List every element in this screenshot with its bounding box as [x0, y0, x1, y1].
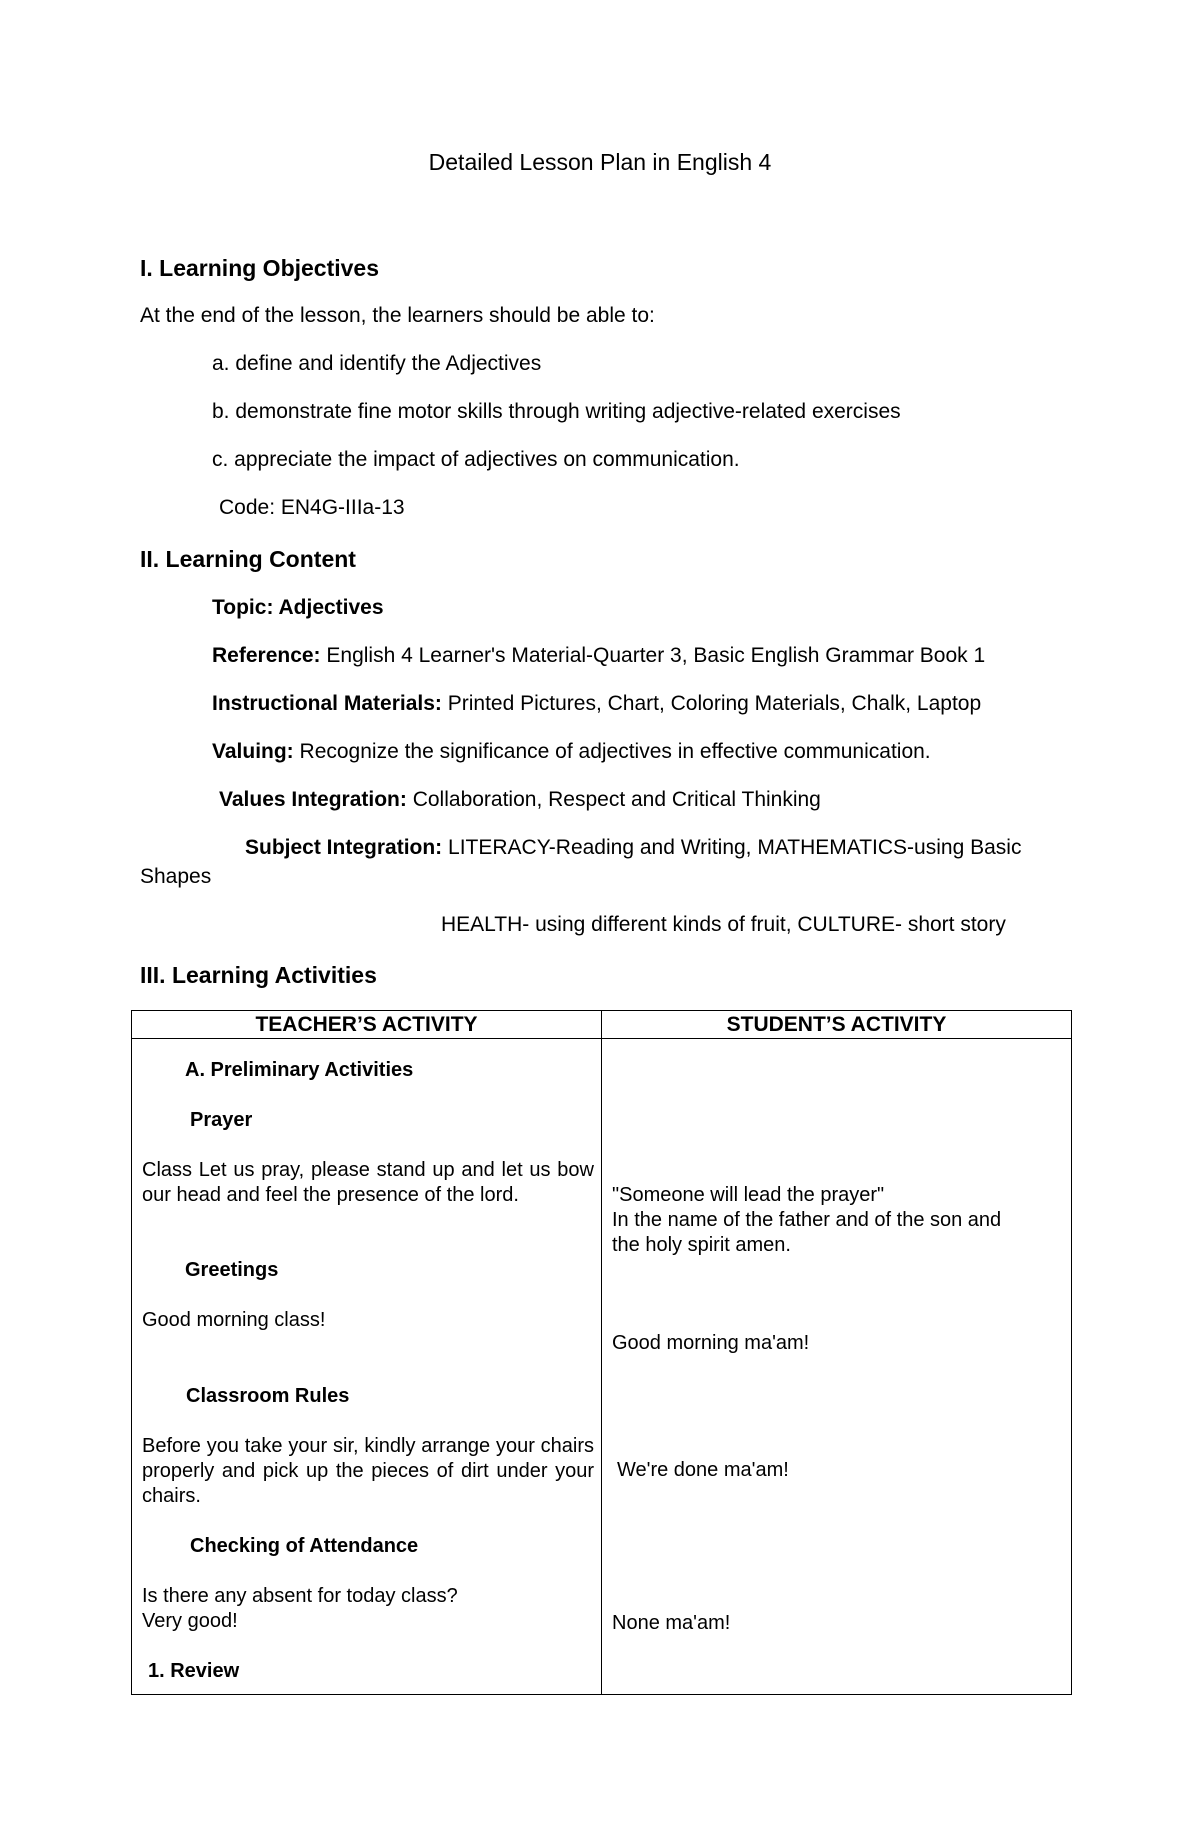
subject-integration — [245, 836, 1021, 860]
topic: Topic: Adjectives — [212, 596, 384, 619]
values-value: Collaboration, Respect and Critical Thinking — [406, 788, 821, 811]
teacher-activity-cell — [132, 1039, 602, 1695]
materials-value: Printed Pictures, Chart, Coloring Materials, Chalk, Laptop — [441, 692, 982, 715]
subject-integration-line2: HEALTH- using different kinds of fruit, CULTURE- short story — [441, 913, 1006, 936]
prayer-text: Class Let us pray, please stand up and let us bow our head and feel the presence of the lord. — [142, 1159, 594, 1206]
valuing-label: Valuing: — [212, 740, 294, 763]
table-header-row — [132, 1011, 1072, 1039]
materials-label: Instructional Materials: — [212, 692, 442, 715]
student-prayer-line1: "Someone will lead the prayer" — [612, 1184, 885, 1206]
objective-c: c. appreciate the impact of adjectives on communication. — [212, 448, 740, 471]
classroom-rules-heading: Classroom Rules — [186, 1385, 350, 1407]
values-label: Values Integration: — [219, 788, 407, 811]
attendance-question: Is there any absent for today class? — [142, 1585, 458, 1607]
reference-value: English 4 Learner's Material-Quarter 3, Basic English Grammar Book 1 — [320, 644, 986, 667]
student-rules-response: We're done ma'am! — [617, 1459, 789, 1481]
student-prayer-line3: the holy spirit amen. — [612, 1234, 791, 1256]
attendance-heading: Checking of Attendance — [190, 1535, 419, 1557]
preliminary-activities-heading: A. Preliminary Activities — [185, 1059, 414, 1081]
page-title: Detailed Lesson Plan in English 4 — [428, 149, 772, 175]
teacher-activity-header: TEACHER’S ACTIVITY — [132, 1011, 602, 1039]
table-row — [132, 1039, 1072, 1695]
reference-label: Reference: — [212, 644, 321, 667]
subject-label: Subject Integration: — [245, 836, 443, 859]
section-heading-activities: III. Learning Activities — [140, 962, 377, 988]
reference — [212, 644, 985, 668]
prayer-heading: Prayer — [190, 1109, 253, 1131]
student-activity-header: STUDENT’S ACTIVITY — [602, 1011, 1072, 1039]
valuing-value: Recognize the significance of adjectives in effective communication. — [293, 740, 931, 763]
activities-table — [131, 1010, 1072, 1695]
student-greeting: Good morning ma'am! — [612, 1332, 810, 1354]
instructional-materials — [212, 692, 981, 716]
valuing — [212, 740, 931, 764]
objective-b: b. demonstrate fine motor skills through writing adjective-related exercises — [212, 400, 901, 423]
section-heading-objectives: I. Learning Objectives — [140, 255, 380, 281]
subject-integration-cont: Shapes — [140, 865, 212, 888]
section-heading-content: II. Learning Content — [140, 546, 356, 572]
objective-a: a. define and identify the Adjectives — [212, 352, 542, 375]
student-activity-cell — [602, 1039, 1072, 1695]
review-heading: 1. Review — [148, 1660, 240, 1682]
greetings-text: Good morning class! — [142, 1309, 326, 1331]
greetings-heading: Greetings — [185, 1259, 279, 1281]
student-prayer-line2: In the name of the father and of the son and — [612, 1209, 1002, 1231]
objectives-intro: At the end of the lesson, the learners should be able to: — [140, 304, 655, 327]
competency-code: Code: EN4G-IIIa-13 — [219, 496, 405, 519]
values-integration — [219, 788, 821, 812]
attendance-response: Very good! — [142, 1610, 238, 1632]
student-attendance-response: None ma'am! — [612, 1612, 731, 1634]
subject-value: LITERACY-Reading and Writing, MATHEMATICS-using Basic — [442, 836, 1022, 859]
classroom-rules-text: Before you take your sir, kindly arrange your chairs properly and pick up the pieces of dirt under your chairs. — [142, 1435, 594, 1507]
